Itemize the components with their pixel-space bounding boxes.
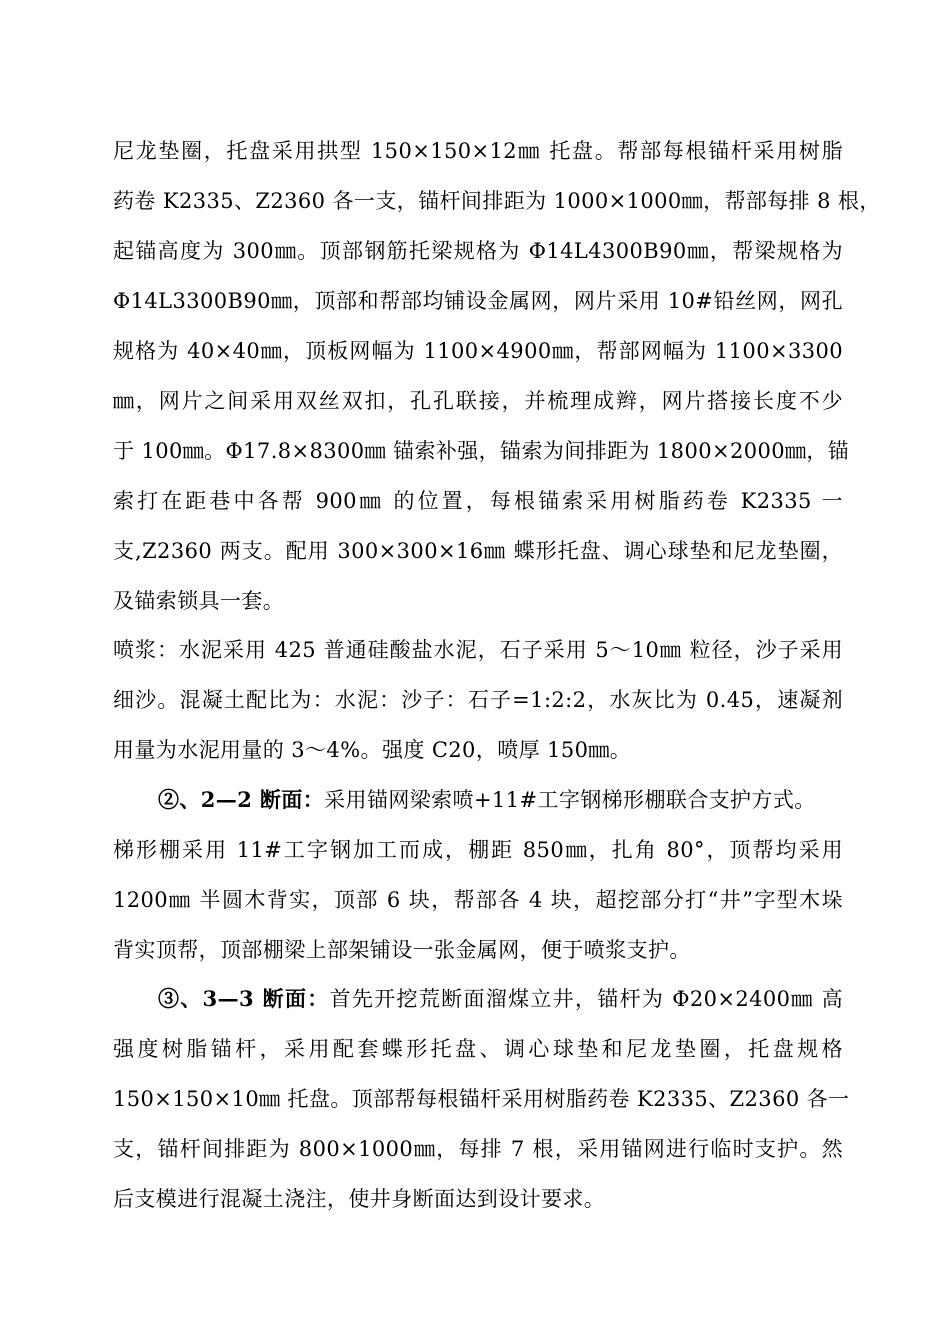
paragraph-line: 喷浆：水泥采用 425 普通硅酸盐水泥，石子采用 5～10㎜ 粒径，沙子采用 <box>113 638 843 662</box>
paragraph-line: 规格为 40×40㎜，顶板网幅为 1100×4900㎜，帮部网幅为 1100×3300 <box>113 339 843 363</box>
paragraph-line: Φ14L3300B90㎜，顶部和帮部均铺设金属网，网片采用 10#铅丝网，网孔 <box>113 289 843 313</box>
paragraph-line: 1200㎜ 半圆木背实，顶部 6 块，帮部各 4 块，超挖部分打“井”字型木垛 <box>113 888 843 912</box>
paragraph-line: 支，锚杆间排距为 800×1000㎜，每排 7 根，采用锚网进行临时支护。然 <box>113 1137 843 1161</box>
paragraph-line: 尼龙垫圈，托盘采用拱型 150×150×12㎜ 托盘。帮部每根锚杆采用树脂 <box>113 139 843 163</box>
paragraph-line: 用量为水泥用量的 3～4%。强度 C20，喷厚 150㎜。 <box>113 738 632 762</box>
paragraph-line: 后支模进行混凝土浇注，使井身断面达到设计要求。 <box>113 1187 606 1211</box>
section-heading-text: 首先开挖荒断面溜煤立井，锚杆为 Φ20×2400㎜ 高 <box>329 987 843 1011</box>
paragraph-line: 150×150×10㎜ 托盘。顶部帮每根锚杆采用树脂药卷 K2335、Z2360 各一 <box>113 1087 850 1111</box>
paragraph-line: 梯形棚采用 11#工字钢加工而成，棚距 850㎜，扎角 80°，顶帮均采用 <box>113 838 843 862</box>
paragraph-line: 强度树脂锚杆，采用配套蝶形托盘、调心球垫和尼龙垫圈，托盘规格 <box>113 1037 843 1061</box>
paragraph-line: 于 100㎜。Φ17.8×8300㎜ 锚索补强，锚索为间排距为 1800×2000㎜，锚 <box>113 439 850 463</box>
paragraph-line: 起锚高度为 300㎜。顶部钢筋托梁规格为 Φ14L4300B90㎜，帮梁规格为 <box>113 239 843 263</box>
paragraph-line: 背实顶帮，顶部棚梁上部架铺设一张金属网，便于喷浆支护。 <box>113 938 691 962</box>
section-heading-line <box>158 786 848 814</box>
paragraph-line: 细沙。混凝土配比为：水泥：沙子：石子=1:2:2，水灰比为 0.45，速凝剂 <box>113 688 843 712</box>
section-heading: ③、3—3 断面： <box>158 986 330 1011</box>
section-heading: ②、2—2 断面： <box>158 787 325 812</box>
section-heading-text: 采用锚网梁索喷+11#工字钢梯形棚联合支护方式。 <box>324 788 816 812</box>
paragraph-line: 药卷 K2335、Z2360 各一支，锚杆间排距为 1000×1000㎜，帮部每排 8 根， <box>113 189 881 213</box>
paragraph-line: ㎜，网片之间采用双丝双扣，孔孔联接，并梳理成辫，网片搭接长度不少 <box>113 389 843 413</box>
paragraph-line: 索打在距巷中各帮 900㎜ 的位置，每根锚索采用树脂药卷 K2335 一 <box>113 489 843 513</box>
section-heading-line <box>158 985 843 1013</box>
paragraph-line: 及锚索锁具一套。 <box>113 589 285 613</box>
paragraph-line: 支,Z2360 两支。配用 300×300×16㎜ 蝶形托盘、调心球垫和尼龙垫圈， <box>113 539 843 563</box>
